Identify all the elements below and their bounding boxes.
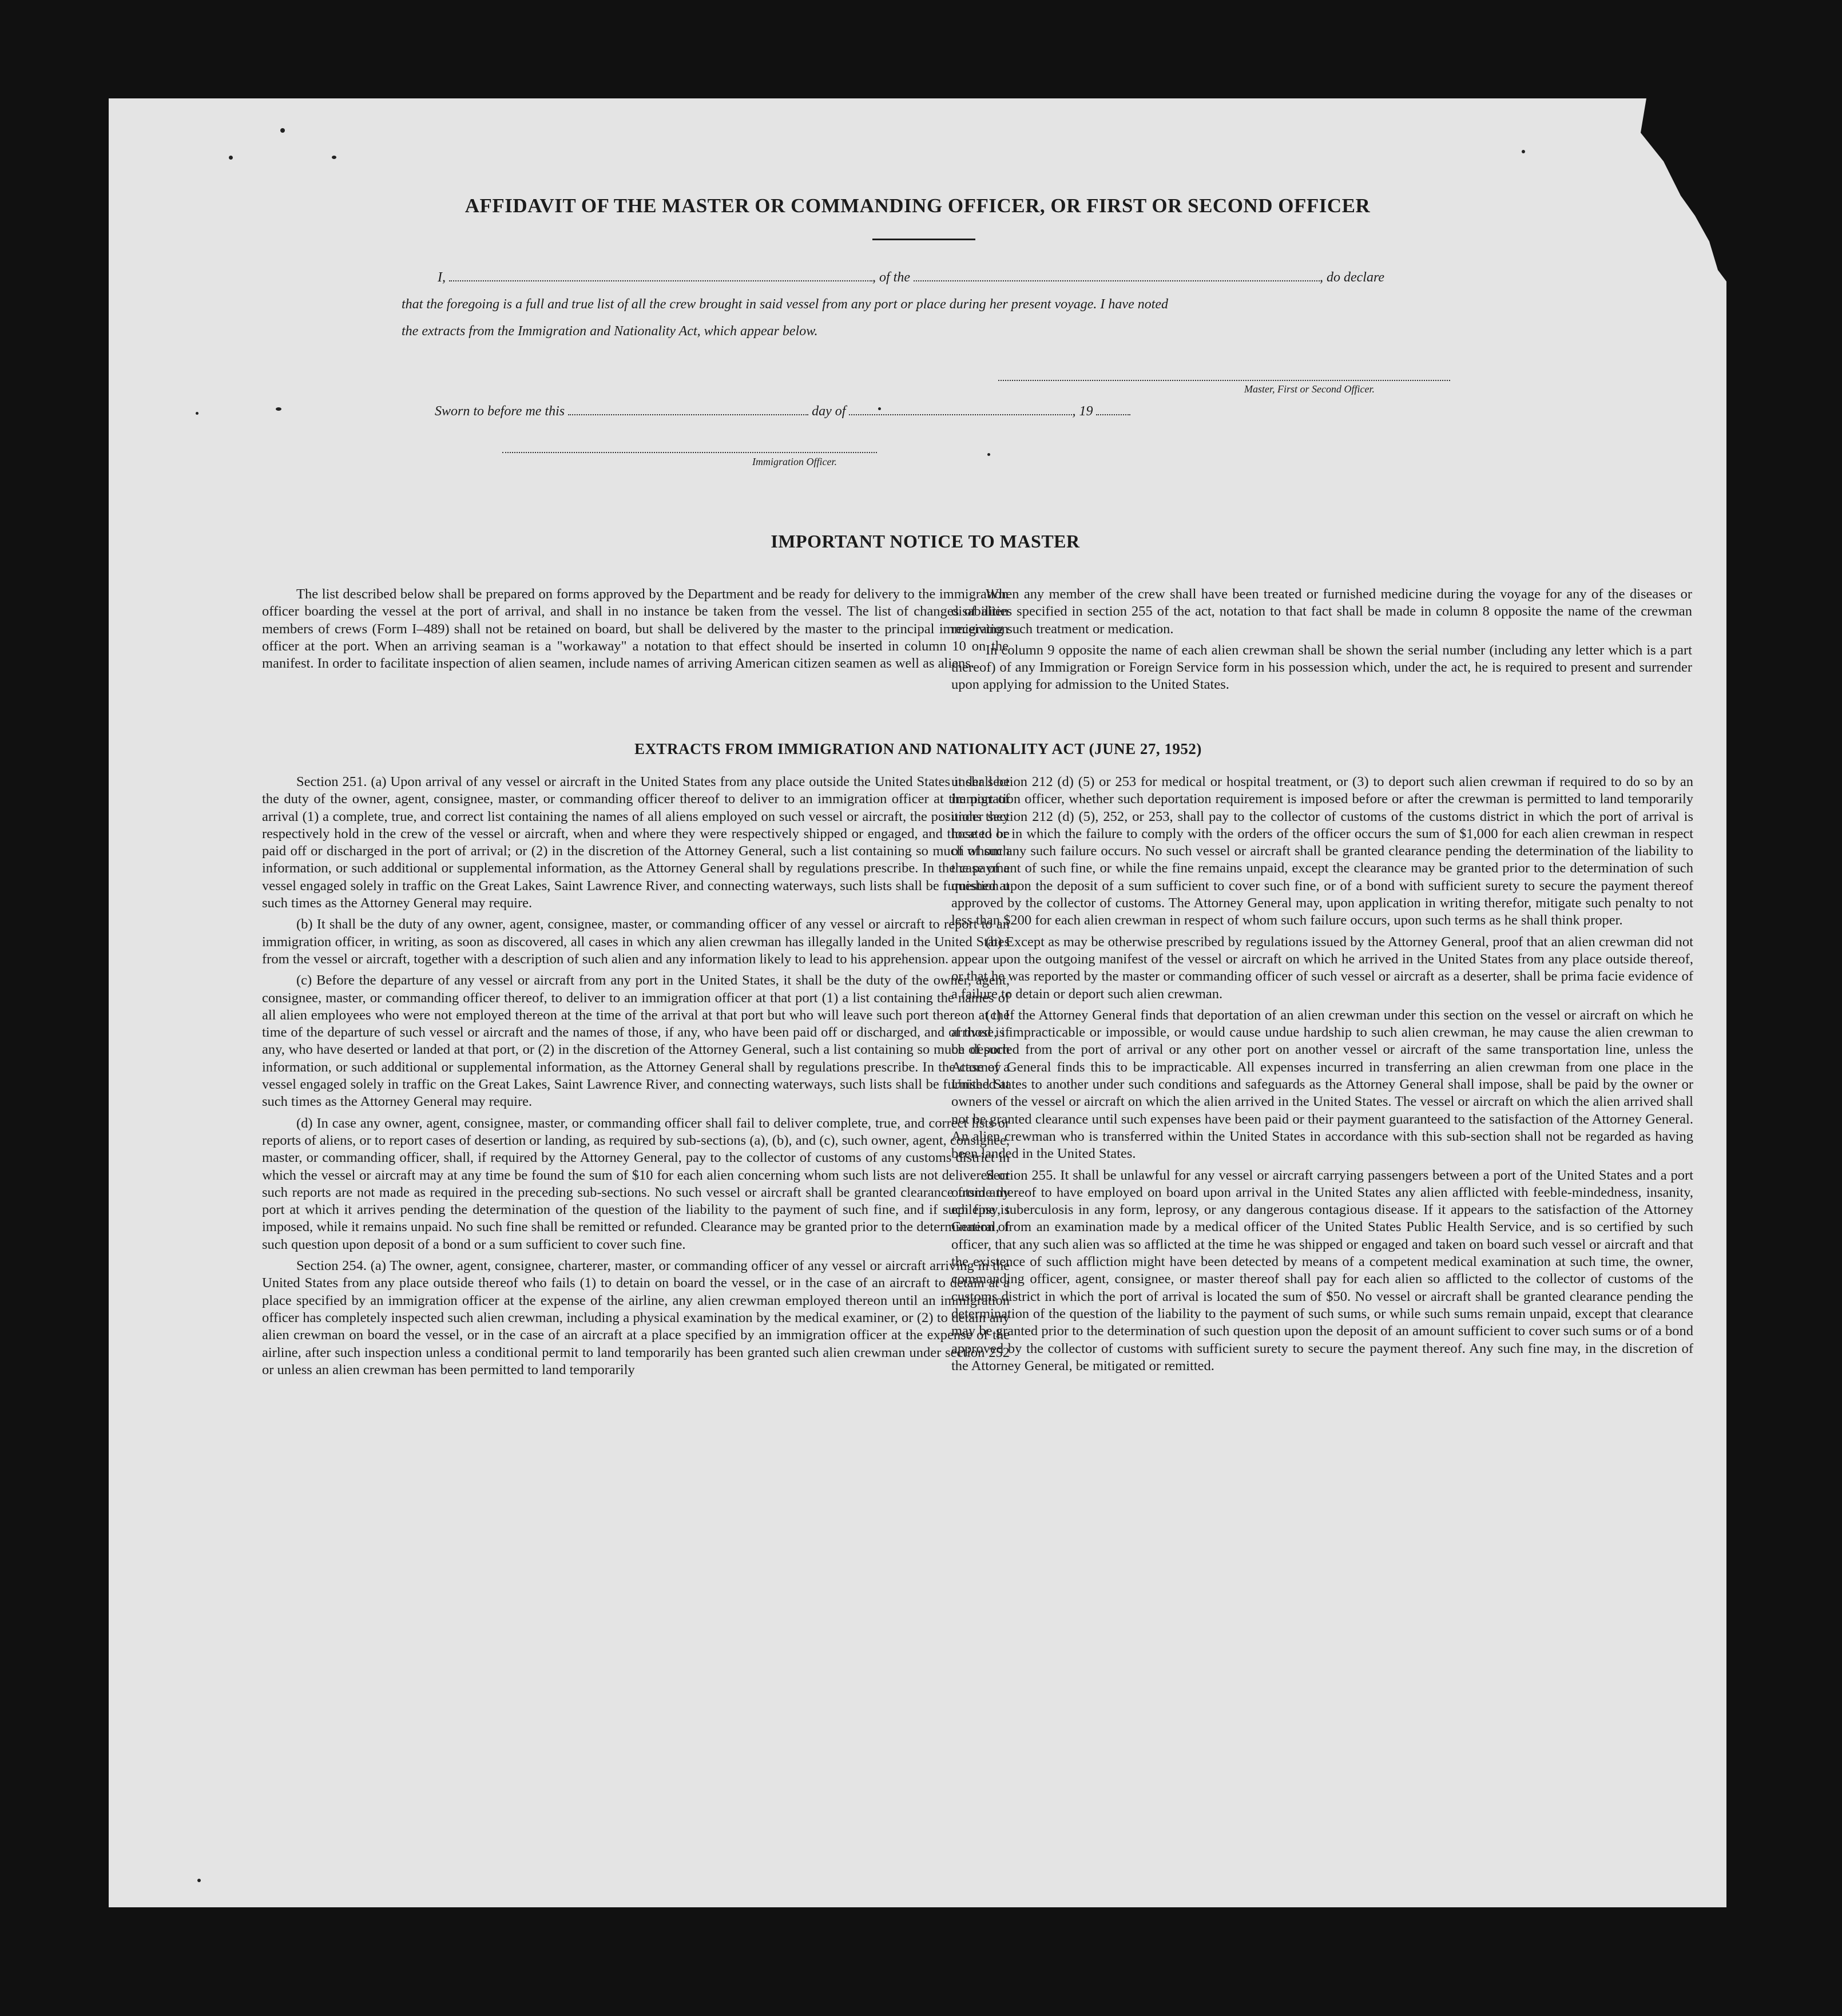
extract-paragraph: (b) Except as may be otherwise prescribed by regulations issued by the Attorney General, proof that an alien crewman did not appear upon the outgoing manifest of the vessel or aircraft on which he arrived in the United States from any place outside thereof, or that he was reported by the master or commanding officer of such vessel or aircraft as a deserter, shall be prima facie evidence of a failure to detain or deport such alien crewman. (951, 934, 1693, 1002)
torn-corner (1578, 98, 1726, 281)
extract-paragraph: (c) Before the departure of any vessel or aircraft from any port in the United States, it shall be the duty of the owner, agent, consignee, master, or commanding officer thereof, to deliver to an immigration officer at that port (1) a list containing the names of all alien employees who were not employed thereon at the time of the arrival at that port but who will leave such port thereon at the time of the departure of such vessel or aircraft and the names of those, if any, who have been paid off or discharged, and of those, if any, who have deserted or landed at that port, or (2) in the discretion of the Attorney General, such a list containing so much of such information, or such additional or supplemental information, as the Attorney General shall by regulations prescribe. In the case of a vessel engaged solely in traffic on the Great Lakes, Saint Lawrence River, and connecting waterways, such lists shall be furnished at such times as the Attorney General may require. (262, 973, 1010, 1110)
affidavit-title: AFFIDAVIT OF THE MASTER OR COMMANDING OFFICER, OR FIRST OR SECOND OFFICER (465, 195, 1371, 217)
scan-speck (229, 156, 233, 160)
master-signature-caption: Master, First or Second Officer. (1244, 383, 1375, 395)
extract-paragraph: (d) In case any owner, agent, consignee, master, or commanding officer shall fail to deliver complete, true, and correct lists or reports of aliens, or to report cases of desertion or landing, as required by sub-sections (a), (b), and (c), such owner, agent, consignee, master, or commanding officer, shall, if required by the Attorney General, pay to the collector of customs of any customs district in which the vessel or aircraft may at any time be found the sum of $10 for each alien concerning whom such lists are not delivered or such reports are not made as required in the preceding sub-sections. No such vessel or aircraft shall be granted clearance from any port at which it arrives pending the determination of the question of the liability to the payment of such fine, and if such fine is imposed, while it remains unpaid. No such fine shall be remitted or refunded. Clearance may be granted prior to the determination of such question upon deposit of a bond or a sum sufficient to cover such fine. (262, 1115, 1010, 1252)
sworn-month-field[interactable] (849, 403, 1072, 415)
declarant-name-field[interactable] (449, 269, 872, 281)
extract-paragraph: Section 254. (a) The owner, agent, consignee, charterer, master, or commanding officer of any vessel or aircraft arriving in the United States from any place outside thereof who fails (1) to detain on board the vessel, or in the case of an aircraft to detain at a place specified by an immigration officer at the expense of the airline, any alien crewman employed thereon until an immigration officer has completely inspected such alien crewman, including a physical examination by the medical examiner, or (2) to detain any alien crewman on board the vessel, or in the case of an aircraft at a place specified by an immigration officer at the expense of the airline, after such inspection unless a conditional permit to land temporarily has been granted such alien crewman under section 252 or unless an alien crewman has been permitted to land temporarily (262, 1258, 1010, 1378)
scan-speck (1522, 150, 1525, 153)
extracts-left-column (262, 773, 1010, 1383)
sworn-year-field[interactable] (1096, 403, 1130, 415)
notice-right-column (951, 586, 1692, 698)
scan-speck (276, 407, 281, 411)
scan-speck (987, 453, 990, 456)
declaration-text-line-3: the extracts from the Immigration and Nationality Act, which appear below. (402, 324, 818, 339)
sworn-label: Sworn to before me this (435, 404, 565, 419)
sworn-line (435, 403, 1130, 419)
notice-right-paragraph: When any member of the crew shall have been treated or furnished medicine during the voyage for any of the diseases or disabilities specified in section 255 of the act, notation to that fact shall be made in column 8 opposite the name of the crewman receiving such treatment or medication. (951, 586, 1692, 637)
declaration-text-line-2: that the foregoing is a full and true list of all the crew brought in said vessel from any port or place during her present voyage. I have noted (402, 297, 1169, 312)
scan-speck (280, 128, 285, 133)
vessel-name-field[interactable] (914, 269, 1320, 281)
sworn-day-field[interactable] (568, 403, 808, 415)
scan-speck (878, 407, 881, 410)
notice-title: IMPORTANT NOTICE TO MASTER (771, 531, 1080, 551)
title-rule (872, 239, 975, 240)
immigration-officer-signature-line[interactable] (502, 452, 877, 453)
extracts-title: EXTRACTS FROM IMMIGRATION AND NATIONALITY ACT (JUNE 27, 1952) (634, 740, 1202, 757)
notice-right-paragraph: In column 9 opposite the name of each alien crewman shall be shown the serial number (including any letter which is a part thereof) of any Immigration or Foreign Service form in his possession which, under the act, he is required to present and surrender upon applying for admission to the United States. (951, 642, 1692, 693)
extract-paragraph: (c) If the Attorney General finds that deportation of an alien crewman under this section on the vessel or aircraft on which he arrived is impracticable or impossible, or would cause undue hardship to such alien crewman, he may cause the alien crewman to be deported from the port of arrival or any other port on another vessel or aircraft of the same transportation line, unless the Attorney General finds this to be impracticable. All expenses incurred in transferring an alien crewman from one place in the United States to another under such conditions and safeguards as the Attorney General shall impose, shall be paid by the owner or owners of the vessel or aircraft on which the alien arrived in the United States. The vessel or aircraft on which the alien arrived shall not be granted clearance until such expenses have been paid or their payment guaranteed to the satisfaction of the Attorney General. An alien crewman who is transferred within the United States in accordance with this sub-section shall not be regarded as having been landed in the United States. (951, 1007, 1693, 1162)
master-signature-line[interactable] (998, 380, 1450, 381)
extract-paragraph: under section 212 (d) (5) or 253 for medical or hospital treatment, or (3) to deport such alien crewman if required to do so by an immigration officer, whether such deportation requirement is imposed before or after the crewman is permitted to land temporarily under section 212 (d) (5), 252, or 253, shall pay to the collector of customs of the customs district in which the port of arrival is located or in which the failure to comply with the orders of the officer occurs the sum of $1,000 for each alien crewman in respect of whom any such failure occurs. No such vessel or aircraft shall be granted clearance pending the determination of the liability to the payment of such fine, or while the fine remains unpaid, except the clearance may be granted prior to the determination of such question upon the deposit of a sum sufficient to cover such fine, or of a bond with sufficient surety to secure the payment thereof approved by the collector of customs. The Attorney General may, upon application in writing therefor, mitigate such penalty to not less than $200 for each alien crewman in respect of whom such failure occurs, upon such terms as he shall think proper. (951, 774, 1693, 928)
day-of-label: day of (812, 404, 846, 419)
notice-left-paragraph: The list described below shall be prepared on forms approved by the Department and be ready for delivery to the immigration officer boarding the vessel at the port of arrival, and shall in no instance be taken from the vessel. The list of changes of alien members of crews (Form I–489) shall not be retained on board, but shall be delivered by the master to the principal immigration officer at the port. When an arriving seaman is a "workaway" a notation to that effect should be inserted in column 10 on the manifest. In order to facilitate inspection of alien seamen, include names of arriving American citizen seamen as well as aliens. (262, 586, 1009, 672)
extract-paragraph: Section 255. It shall be unlawful for any vessel or aircraft carrying passengers between a port of the United States and a port outside thereof to have employed on board upon arrival in the United States any alien afflicted with feeble-mindedness, insanity, epilepsy, tuberculosis in any form, leprosy, or any dangerous contagious disease. If it appears to the satisfaction of the Attorney General, from an examination made by a medical officer of the United States Public Health Service, and is so certified by such officer, that any such alien was so afflicted at the time he was shipped or engaged and taken on board such vessel or aircraft and that the existence of such affliction might have been detected by means of a competent medical examination at such time, the owner, commanding officer, agent, consignee, or master thereof shall pay for each alien so afflicted to the collector of customs of the customs district in which the port of arrival is located the sum of $50. No vessel or aircraft shall be granted clearance pending the determination of the question of the liability to the payment of such sums, or while such sums remain unpaid, except that clearance may be granted prior to the determination of such question upon the deposit of an amount sufficient to cover such sums or of a bond approved by the collector of customs with sufficient surety to secure the payment thereof. Any such fine may, in the discretion of the Attorney General, be mitigated or remitted. (951, 1167, 1693, 1374)
year-label: , 19 (1072, 404, 1093, 419)
notice-left-column (262, 586, 1009, 676)
do-declare-label: , do declare (1320, 270, 1385, 285)
scan-speck (196, 412, 199, 415)
extract-paragraph: (b) It shall be the duty of any owner, agent, consignee, master, or commanding officer of any vessel or aircraft to report to an immigration officer, in writing, as soon as discovered, all cases in which any alien crewman has illegally landed in the United States from the vessel or aircraft, together with a description of such alien and any information likely to lead to his apprehension. (262, 916, 1010, 967)
declaration-line (438, 269, 1384, 285)
scan-speck (332, 156, 336, 159)
of-the-label: , of the (872, 270, 910, 285)
document-page (109, 98, 1726, 1907)
declarant-prefix: I, (438, 270, 446, 285)
extract-paragraph: Section 251. (a) Upon arrival of any vessel or aircraft in the United States from any place outside the United States it shall be the duty of the owner, agent, consignee, master, or commanding officer thereof to deliver to an immigration officer at the port of arrival (1) a complete, true, and correct list containing the names of all aliens employed on such vessel or aircraft, the positions they respectively hold in the crew of the vessel or aircraft, when and where they were respectively shipped or engaged, and those to be paid off or discharged in the port of arrival; or (2) in the discretion of the Attorney General, such a list containing so much of such information, or such additional or supplemental information, as the Attorney General shall by regulations prescribe. In the case of a vessel engaged solely in traffic on the Great Lakes, Saint Lawrence River, and connecting waterways, such lists shall be furnished at such times as the Attorney General may require. (262, 774, 1010, 911)
scan-speck (197, 1879, 201, 1882)
immigration-officer-caption: Immigration Officer. (752, 456, 837, 467)
extracts-right-column (951, 773, 1693, 1379)
